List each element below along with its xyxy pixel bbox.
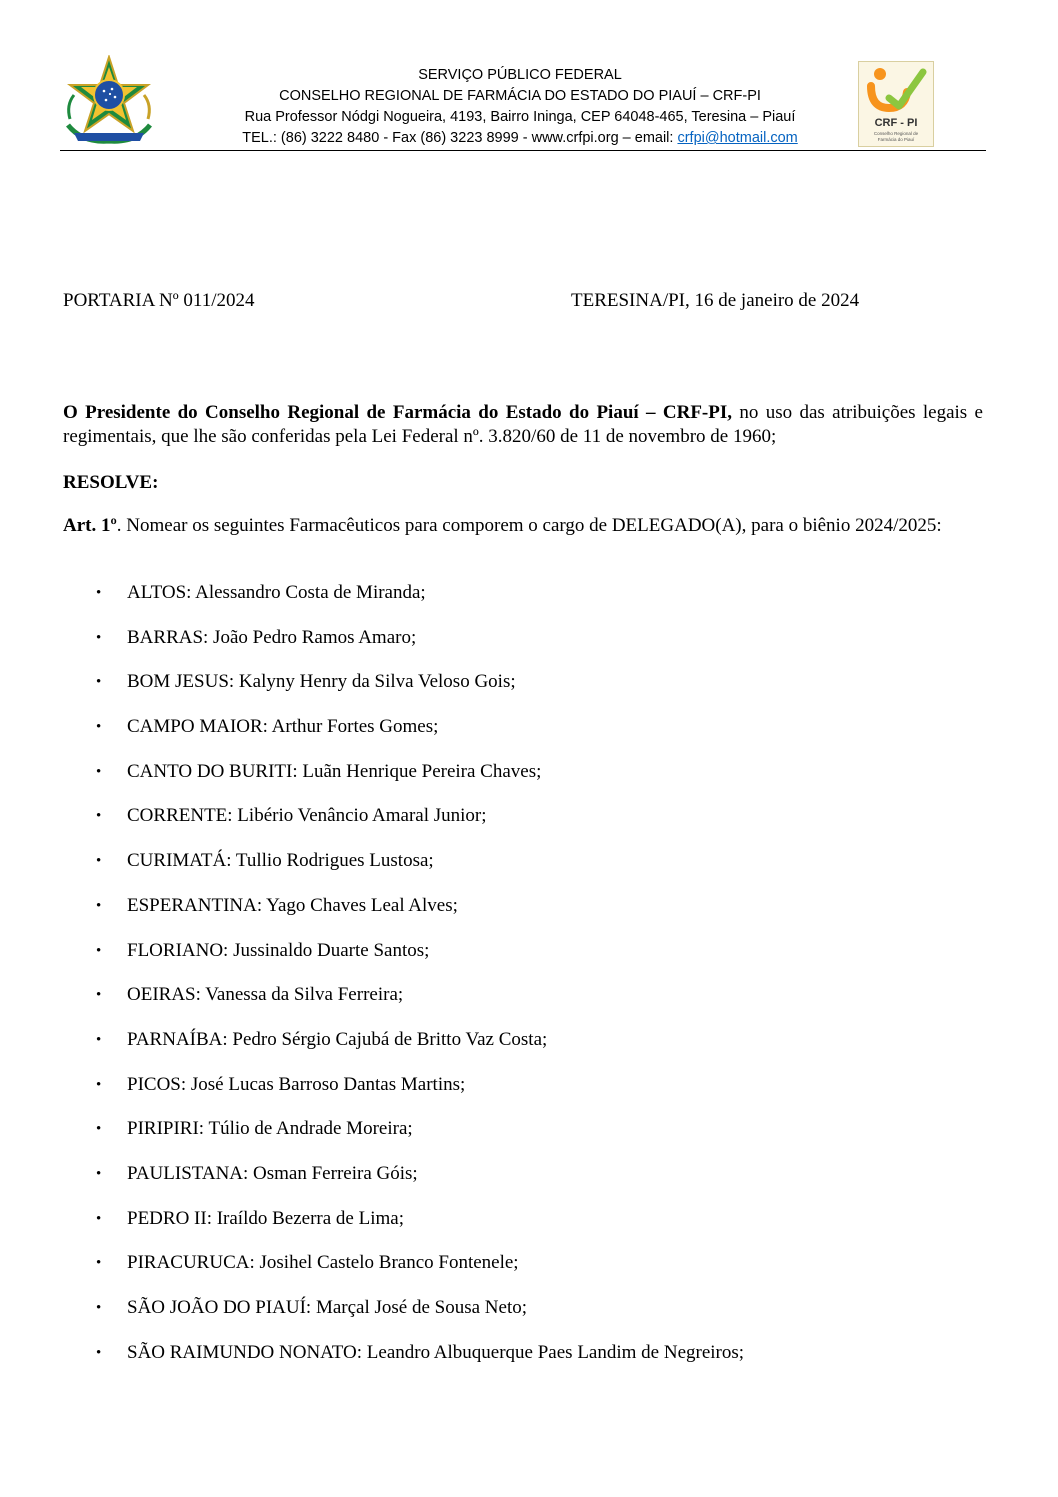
header-divider (60, 150, 986, 151)
bullet-icon: • (96, 987, 102, 1004)
bullet-icon: • (96, 1300, 102, 1316)
brazil-coat-of-arms-icon (60, 55, 158, 147)
bullet-icon: • (96, 1031, 102, 1048)
article-label: Art. 1º (63, 515, 117, 536)
bullet-icon: • (96, 1344, 102, 1361)
list-item (63, 715, 983, 760)
list-item (63, 849, 983, 894)
delegate-entry: BOM JESUS: Kalyny Henry da Silva Veloso Gois; (127, 671, 516, 693)
bullet-icon: • (96, 763, 102, 780)
header-line-contact (200, 128, 840, 149)
delegate-list (63, 581, 983, 1385)
article-text: . Nomear os seguintes Farmacêuticos para comporem o cargo de DELEGADO(A), para o biênio 2024/2025: (116, 515, 942, 536)
delegate-entry: PARNAÍBA: Pedro Sérgio Cajubá de Britto Vaz Costa; (127, 1028, 548, 1050)
list-item (63, 1207, 983, 1252)
delegate-entry: CANTO DO BURITI: Luãn Henrique Pereira Chaves; (127, 760, 542, 782)
place-date: TERESINA/PI, 16 de janeiro de 2024 (571, 290, 860, 311)
bullet-icon: • (96, 853, 102, 870)
bullet-icon: • (96, 1210, 102, 1227)
list-item (63, 804, 983, 849)
header-line-address: Rua Professor Nódgi Nogueira, 4193, Bairro Ininga, CEP 64048-465, Teresina – Piauí (244, 109, 796, 125)
delegate-entry: PEDRO II: Iraíldo Bezerra de Lima; (127, 1207, 404, 1229)
delegate-entry: SÃO RAIMUNDO NONATO: Leandro Albuquerque Paes Landim de Negreiros; (127, 1341, 745, 1363)
header-line-council: CONSELHO REGIONAL DE FARMÁCIA DO ESTADO DO PIAUÍ – CRF-PI (279, 88, 761, 104)
email-link[interactable]: crfpi@hotmail.com (677, 130, 798, 146)
list-item (63, 581, 983, 626)
bullet-icon: • (96, 585, 102, 601)
header-contact-text: TEL.: (86) 3222 8480 - Fax (86) 3223 8999 - www.crfpi.org – email: (242, 130, 678, 146)
bullet-icon: • (96, 1121, 102, 1138)
intro-bold: O Presidente do Conselho Regional de Farmácia do Estado do Piauí – CRF-PI, (63, 402, 733, 423)
list-item (63, 760, 983, 805)
article-1 (63, 514, 983, 538)
bullet-icon: • (96, 942, 102, 959)
delegate-entry: PIRIPIRI: Túlio de Andrade Moreira; (127, 1118, 413, 1140)
delegate-entry: OEIRAS: Vanessa da Silva Ferreira; (127, 984, 404, 1006)
logo-subtitle-2: Farmácia do Piauí (877, 137, 915, 142)
list-item (63, 894, 983, 939)
list-item (63, 1341, 983, 1386)
delegate-entry: PAULISTANA: Osman Ferreira Góis; (127, 1162, 418, 1184)
delegate-entry: PICOS: José Lucas Barroso Dantas Martins; (127, 1073, 466, 1095)
delegate-entry: SÃO JOÃO DO PIAUÍ: Marçal José de Sousa Neto; (127, 1297, 528, 1318)
delegate-entry: PIRACURUCA: Josihel Castelo Branco Fontenele; (127, 1252, 519, 1274)
header-line-service: SERVIÇO PÚBLICO FEDERAL (418, 67, 622, 83)
delegate-entry: FLORIANO: Jussinaldo Duarte Santos; (127, 939, 430, 961)
logo-title: CRF - PI (874, 117, 918, 129)
list-item (63, 983, 983, 1028)
list-item (63, 1162, 983, 1207)
bullet-icon: • (96, 629, 102, 646)
intro-text: no uso das atribuições legais e regimentais, que lhe são conferidas pela Lei Federal nº. 3.820/60 de 11 de novembro de 1960; (63, 402, 983, 447)
bullet-icon: • (96, 1165, 102, 1182)
letterhead (60, 55, 986, 151)
list-item (63, 1073, 983, 1118)
delegate-entry: BARRAS: João Pedro Ramos Amaro; (127, 626, 417, 648)
delegate-entry: CURIMATÁ: Tullio Rodrigues Lustosa; (127, 850, 434, 872)
crf-pi-logo-icon (858, 61, 934, 147)
intro-paragraph (63, 401, 983, 449)
list-item (63, 670, 983, 715)
list-item (63, 1117, 983, 1162)
list-item (63, 939, 983, 984)
list-item (63, 1028, 983, 1073)
bullet-icon: • (96, 808, 102, 825)
list-item (63, 1296, 983, 1341)
list-item (63, 1251, 983, 1296)
delegate-entry: CORRENTE: Libério Venâncio Amaral Junior; (127, 805, 487, 827)
bullet-icon: • (96, 1255, 102, 1272)
delegate-entry: CAMPO MAIOR: Arthur Fortes Gomes; (127, 716, 439, 738)
bullet-icon: • (96, 897, 102, 914)
delegate-entry: ESPERANTINA: Yago Chaves Leal Alves; (127, 894, 458, 916)
logo-subtitle-1: Conselho Regional de (873, 131, 919, 136)
portaria-number: PORTARIA Nº 011/2024 (63, 290, 255, 311)
bullet-icon: • (96, 674, 102, 691)
bullet-icon: • (96, 1076, 102, 1093)
list-item (63, 626, 983, 671)
letterhead-text (200, 65, 840, 149)
resolve-heading: RESOLVE: (63, 472, 159, 493)
bullet-icon: • (96, 719, 102, 736)
delegate-entry: ALTOS: Alessandro Costa de Miranda; (127, 582, 426, 603)
